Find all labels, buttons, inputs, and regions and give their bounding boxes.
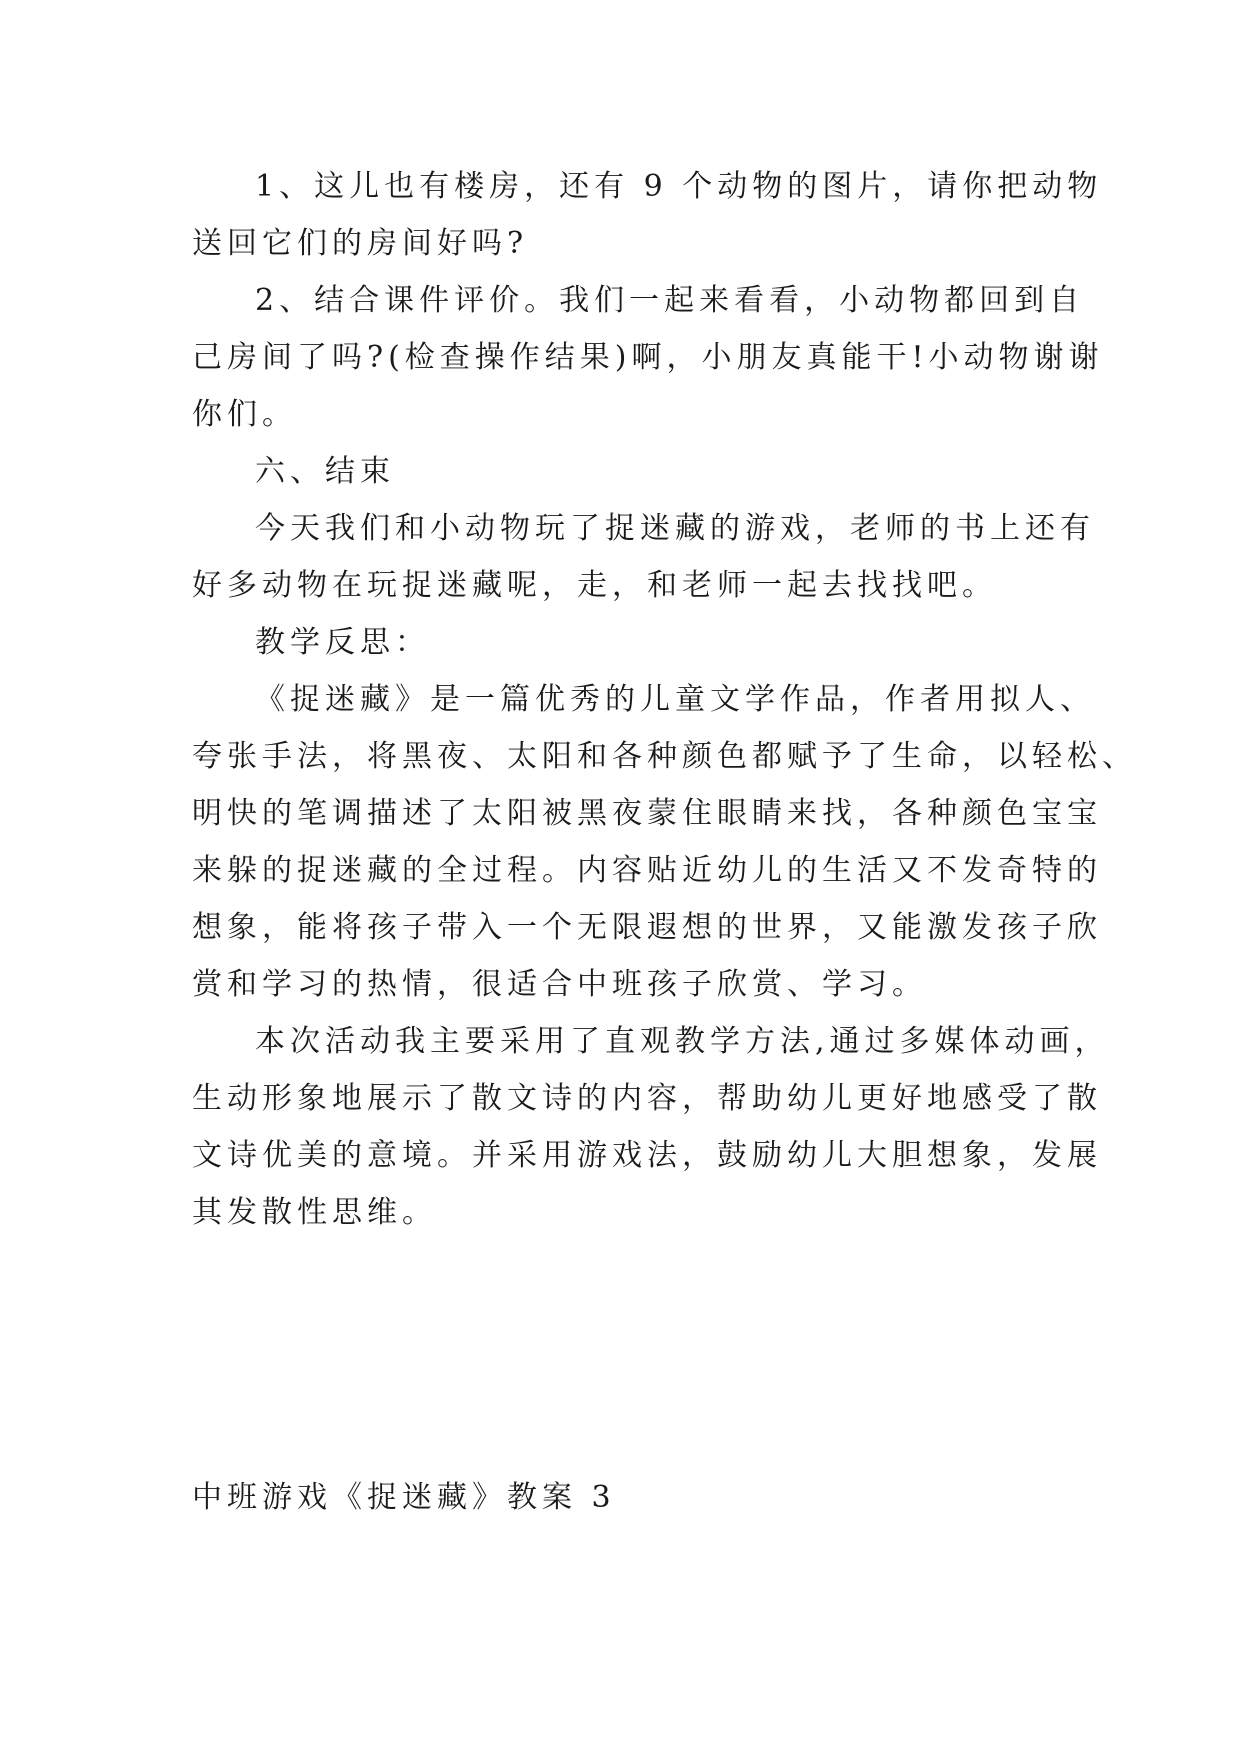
paragraph-line: 今天我们和小动物玩了捉迷藏的游戏，老师的书上还有 xyxy=(255,511,1095,546)
paragraph-line: 好多动物在玩捉迷藏呢，走，和老师一起去找找吧。 xyxy=(192,568,997,603)
paragraph-line: 本次活动我主要采用了直观教学方法,通过多媒体动画， xyxy=(255,1024,1110,1059)
paragraph-line: 明快的笔调描述了太阳被黑夜蒙住眼睛来找，各种颜色宝宝 xyxy=(192,796,1102,831)
paragraph-line: 其发散性思维。 xyxy=(192,1195,437,1230)
paragraph-line: 送回它们的房间好吗? xyxy=(192,226,529,261)
paragraph-line: 《捉迷藏》是一篇优秀的儿童文学作品，作者用拟人、 xyxy=(255,682,1095,717)
paragraph-line: 生动形象地展示了散文诗的内容，帮助幼儿更好地感受了散 xyxy=(192,1081,1102,1116)
paragraph-line: 夸张手法，将黑夜、太阳和各种颜色都赋予了生命，以轻松、 xyxy=(192,739,1137,774)
paragraph-line: 来躲的捉迷藏的全过程。内容贴近幼儿的生活又不发奇特的 xyxy=(192,853,1102,888)
paragraph-line: 想象，能将孩子带入一个无限遐想的世界，又能激发孩子欣 xyxy=(192,910,1102,945)
section-heading: 教学反思： xyxy=(255,625,430,660)
paragraph-line: 2、结合课件评价。我们一起来看看，小动物都回到自 xyxy=(255,283,1085,318)
paragraph-line: 赏和学习的热情，很适合中班孩子欣赏、学习。 xyxy=(192,967,927,1002)
document-title: 中班游戏《捉迷藏》教案 3 xyxy=(192,1480,616,1515)
paragraph-line: 你们。 xyxy=(192,397,297,432)
section-heading: 六、结束 xyxy=(255,454,395,489)
paragraph-line: 文诗优美的意境。并采用游戏法，鼓励幼儿大胆想象，发展 xyxy=(192,1138,1102,1173)
paragraph-line: 己房间了吗?(检查操作结果)啊，小朋友真能干!小动物谢谢 xyxy=(192,340,1104,375)
paragraph-line: 1、这儿也有楼房，还有 9 个动物的图片，请你把动物 xyxy=(255,169,1103,204)
